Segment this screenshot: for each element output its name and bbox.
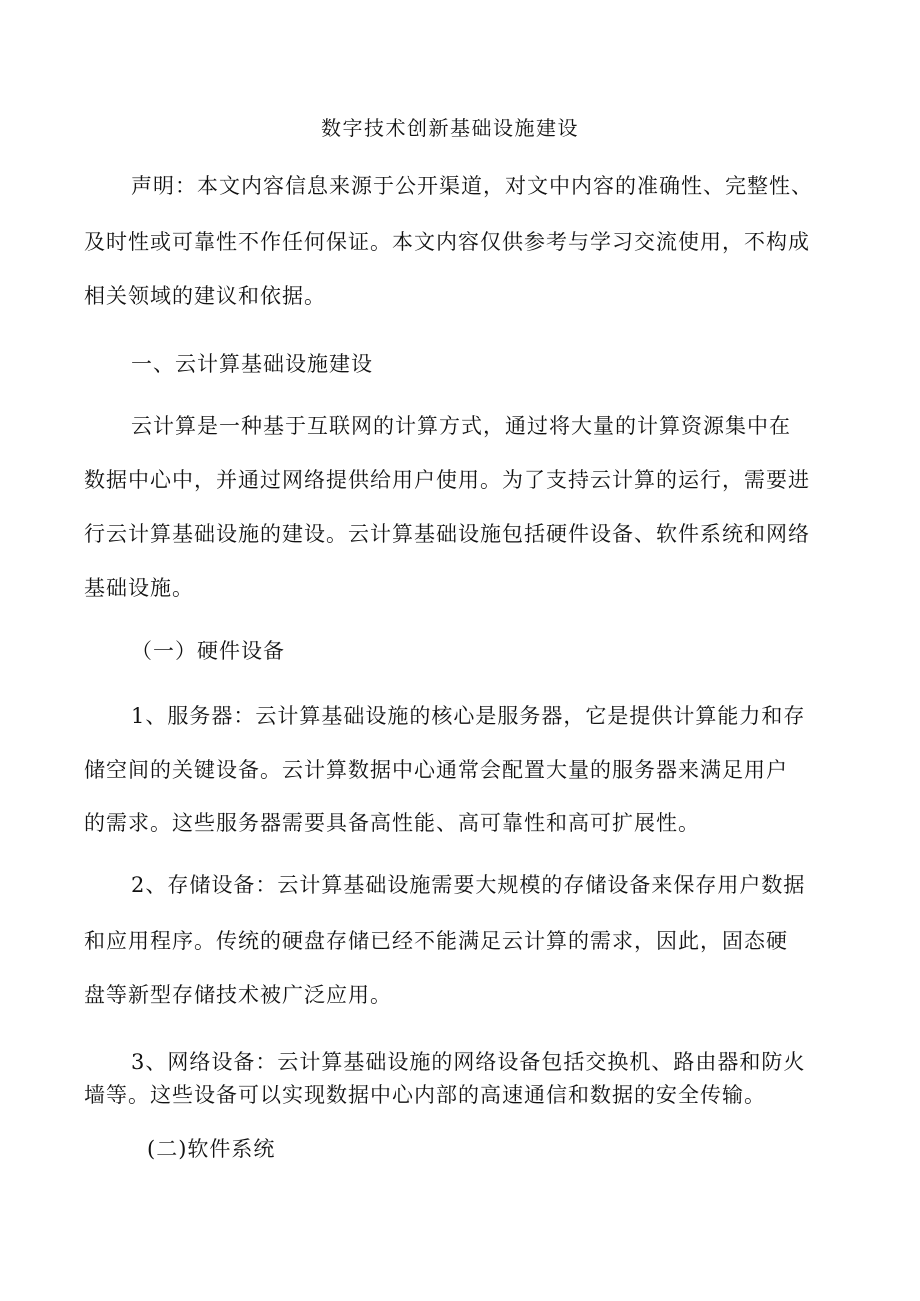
paragraph-line: 云计算是一种基于互联网的计算方式，通过将大量的计算资源集中在	[131, 414, 791, 438]
list-item-line: 盘等新型存储技术被广泛应用。	[84, 983, 392, 1007]
paragraph-line: 基础设施。	[84, 576, 194, 600]
list-item-line: 墙等。这些设备可以实现数据中心内部的高速通信和数据的安全传输。	[84, 1083, 766, 1107]
list-item-line: 1、服务器：云计算基础设施的核心是服务器，它是提供计算能力和存	[131, 704, 806, 728]
paragraph-line: 数据中心中，并通过网络提供给用户使用。为了支持云计算的运行，需要进	[84, 468, 810, 492]
disclaimer-line: 相关领域的建议和依据。	[84, 284, 326, 308]
document-title: 数字技术创新基础设施建设	[321, 116, 579, 140]
paragraph-line: 行云计算基础设施的建设。云计算基础设施包括硬件设备、软件系统和网络	[84, 522, 810, 546]
subsection-heading: （一）硬件设备	[131, 639, 285, 663]
section-heading: 一、云计算基础设施建设	[131, 352, 373, 376]
subsection-heading: (二)软件系统	[147, 1137, 276, 1161]
disclaimer-line: 及时性或可靠性不作任何保证。本文内容仅供参考与学习交流使用，不构成	[84, 230, 810, 254]
list-item-line: 和应用程序。传统的硬盘存储已经不能满足云计算的需求，因此，固态硬	[84, 929, 788, 953]
list-item-line: 储空间的关键设备。云计算数据中心通常会配置大量的服务器来满足用户	[84, 758, 788, 782]
list-item-line: 3、网络设备：云计算基础设施的网络设备包括交换机、路由器和防火	[131, 1050, 806, 1074]
disclaimer-line: 声明：本文内容信息来源于公开渠道，对文中内容的准确性、完整性、	[131, 174, 813, 198]
list-item-line: 的需求。这些服务器需要具备高性能、高可靠性和高可扩展性。	[84, 811, 700, 835]
list-item-line: 2、存储设备：云计算基础设施需要大规模的存储设备来保存用户数据	[131, 873, 806, 897]
